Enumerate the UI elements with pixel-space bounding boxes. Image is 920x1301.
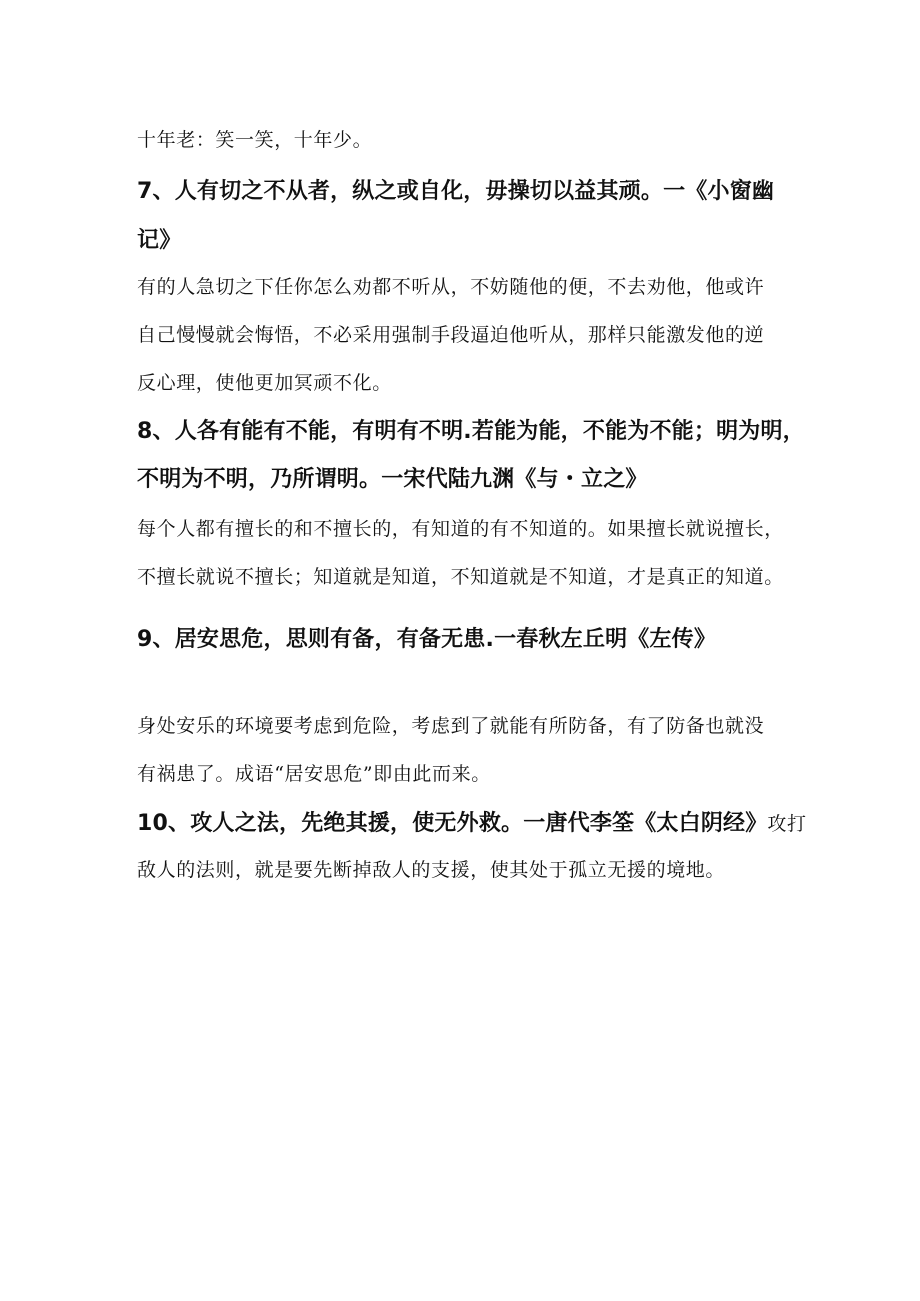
explanation-inline-start: 攻打 [767,813,807,835]
quote-heading-8: 8、人各有能有不能，有明有不明.若能为能，不能为不能；明为明， [137,419,805,444]
quote-heading-7: 7、人有切之不从者，纵之或自化，毋操切以益其顽。一《小窗幽 [137,179,775,204]
quote-heading-8-continued: 不明为不明，乃所谓明。一宋代陆九渊《与・立之》 [137,467,648,492]
explanation-line: 身处安乐的环境要考虑到危险，考虑到了就能有所防备，有了防备也就没 [137,715,765,737]
explanation-line: 反心理，使他更加冥顽不化。 [137,372,392,394]
quote-heading-10-text: 10、攻人之法，先绝其援，使无外救。一唐代李筌《太白阴经》 [137,811,768,836]
quote-heading-10 [137,810,807,838]
explanation-line: 不擅长就说不擅长；知道就是知道，不知道就是不知道，才是真正的知道。 [137,566,784,588]
explanation-line: 每个人都有擅长的和不擅长的，有知道的有不知道的。如果擅长就说擅长， [137,518,784,540]
quote-heading-7-continued: 记》 [137,228,182,253]
explanation-line: 有的人急切之下任你怎么劝都不听从，不妨随他的便，不去劝他，他或许 [137,276,765,298]
explanation-line: 敌人的法则，就是要先断掉敌人的支援，使其处于孤立无援的境地。 [137,859,726,881]
text-line: 十年老：笑一笑，十年少。 [137,129,373,151]
explanation-line: 自己慢慢就会悔悟，不必采用强制手段逼迫他听从，那样只能激发他的逆 [137,324,765,346]
quote-heading-9: 9、居安思危，思则有备，有备无患.一春秋左丘明《左传》 [137,627,717,652]
explanation-line: 有祸患了。成语“居安思危”即由此而来。 [137,763,491,785]
